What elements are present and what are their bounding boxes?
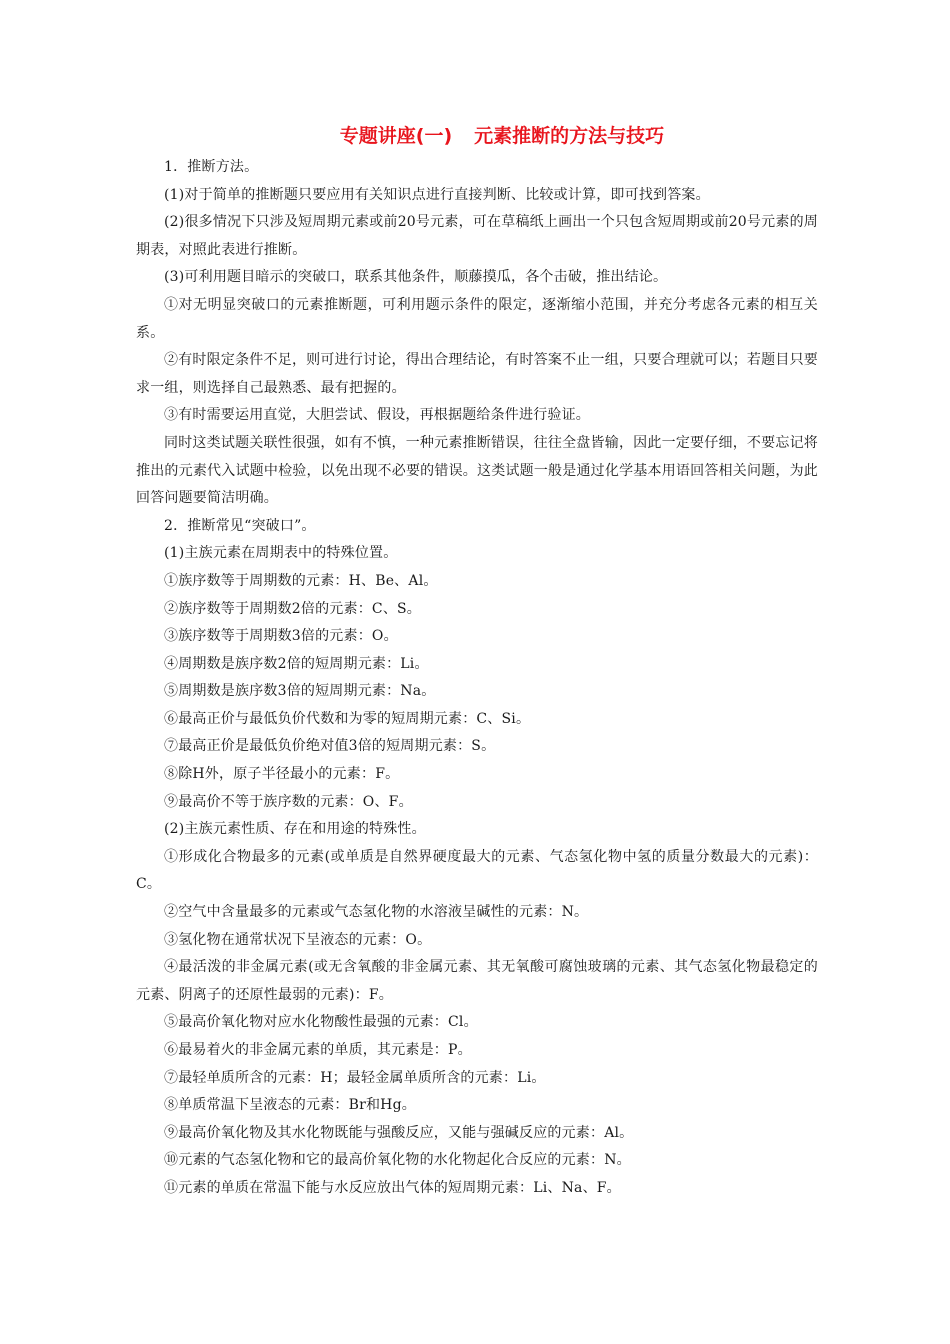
list-item: ③族序数等于周期数3倍的元素：O。 bbox=[164, 628, 398, 645]
list-item: ①形成化合物最多的元素(或单质是自然界硬度最大的元素、气态氢化物中氢的质量分数最大的元素)：C。 bbox=[136, 848, 818, 893]
paragraph: (1)对于简单的推断题只要应用有关知识点进行直接判断、比较或计算，即可找到答案。 bbox=[164, 186, 710, 203]
list-item: ⑨最高价不等于族序数的元素：O、F。 bbox=[164, 793, 413, 810]
list-item: ①族序数等于周期数的元素：H、Be、Al。 bbox=[164, 572, 438, 589]
document-body bbox=[136, 154, 818, 1203]
section-heading-breakthroughs: 2．推断常见“突破口”。 bbox=[164, 517, 316, 534]
paragraph: (2)很多情况下只涉及短周期元素或前20号元素，可在草稿纸上画出一个只包含短周期或前20号元素的周期表，对照此表进行推断。 bbox=[136, 214, 818, 258]
list-item: ④周期数是族序数2倍的短周期元素：Li。 bbox=[164, 655, 429, 672]
title-series: 专题讲座(一) bbox=[339, 125, 453, 147]
list-item: ⑥最高正价与最低负价代数和为零的短周期元素：C、Si。 bbox=[164, 710, 531, 727]
paragraph: ②有时限定条件不足，则可进行讨论，得出合理结论，有时答案不止一组，只要合理就可以；若题目只要求一组，则选择自己最熟悉、最有把握的。 bbox=[136, 352, 818, 396]
subsection-heading-properties: (2)主族元素性质、存在和用途的特殊性。 bbox=[164, 821, 426, 838]
paragraph: (3)可利用题目暗示的突破口，联系其他条件，顺藤摸瓜，各个击破，推出结论。 bbox=[164, 269, 668, 286]
list-item: ⑧单质常温下呈液态的元素：Br和Hg。 bbox=[164, 1097, 416, 1114]
list-item: ⑤周期数是族序数3倍的短周期元素：Na。 bbox=[164, 683, 436, 700]
subsection-heading-position: (1)主族元素在周期表中的特殊位置。 bbox=[164, 545, 398, 562]
list-item: ②空气中含量最多的元素或气态氢化物的水溶液呈碱性的元素：N。 bbox=[164, 904, 589, 921]
list-item: ⑥最易着火的非金属元素的单质，其元素是：P。 bbox=[164, 1042, 472, 1058]
list-item: ⑩元素的气态氢化物和它的最高价氧化物的水化物起化合反应的元素：N。 bbox=[164, 1152, 631, 1169]
list-item: ④最活泼的非金属元素(或无含氧酸的非金属元素、其无氧酸可腐蚀玻璃的元素、其气态氢化物最稳定的元素、阴离子的还原性最弱的元素)：F。 bbox=[136, 959, 818, 1003]
list-item: ⑪元素的单质在常温下能与水反应放出气体的短周期元素：Li、Na、F。 bbox=[164, 1179, 621, 1196]
page-title bbox=[186, 118, 818, 154]
list-item: ⑨最高价氧化物及其水化物既能与强酸反应，又能与强碱反应的元素：Al。 bbox=[164, 1124, 634, 1141]
list-item: ③氢化物在通常状况下呈液态的元素：O。 bbox=[164, 931, 432, 948]
list-item: ⑦最轻单质所含的元素：H；最轻金属单质所含的元素：Li。 bbox=[164, 1069, 546, 1086]
document-page bbox=[136, 118, 818, 1203]
section-heading-methods: 1．推断方法。 bbox=[164, 159, 259, 175]
list-item: ⑤最高价氧化物对应水化物酸性最强的元素：Cl。 bbox=[164, 1014, 478, 1031]
paragraph: ③有时需要运用直觉，大胆尝试、假设，再根据题给条件进行验证。 bbox=[164, 407, 590, 424]
title-topic: 元素推断的方法与技巧 bbox=[474, 125, 665, 147]
paragraph: 同时这类试题关联性很强，如有不慎，一种元素推断错误，往往全盘皆输，因此一定要仔细，不要忘记将推出的元素代入试题中检验，以免出现不必要的错误。这类试题一般是通过化学基本用语回答相关问题，为此回答问题要简洁明确。 bbox=[136, 434, 818, 507]
paragraph: ①对无明显突破口的元素推断题，可利用题示条件的限定，逐渐缩小范围，并充分考虑各元素的相互关系。 bbox=[136, 296, 818, 341]
list-item: ⑧除H外，原子半径最小的元素：F。 bbox=[164, 766, 400, 783]
list-item: ⑦最高正价是最低负价绝对值3倍的短周期元素：S。 bbox=[164, 738, 496, 755]
list-item: ②族序数等于周期数2倍的元素：C、S。 bbox=[164, 600, 422, 617]
